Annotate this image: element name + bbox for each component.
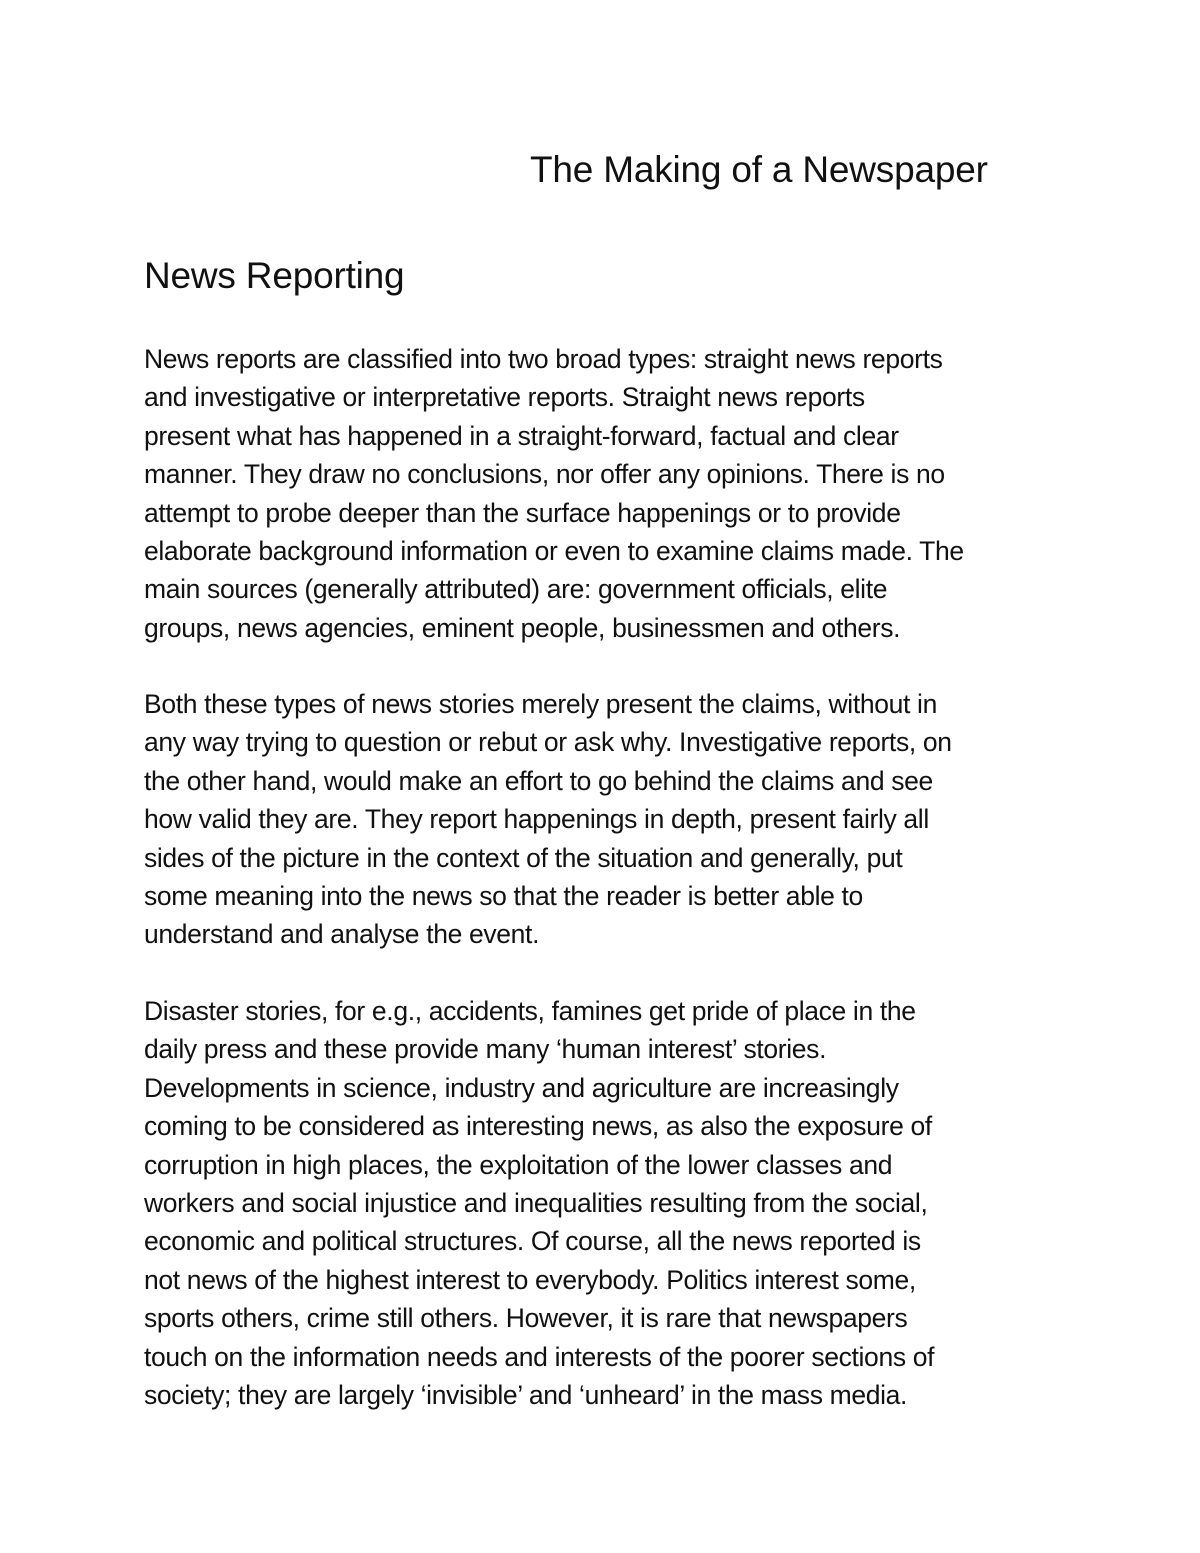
paragraph-line: daily press and these provide many ‘human interest’ stories.: [144, 1034, 827, 1065]
section-heading: News Reporting: [144, 255, 405, 296]
paragraph-1: [144, 340, 964, 647]
paragraph-line: manner. They draw no conclusions, nor offer any opinions. There is no: [144, 459, 945, 490]
paragraph-line: News reports are classified into two broad types: straight news reports: [144, 344, 943, 374]
paragraph-line: Both these types of news stories merely present the claims, without in: [144, 689, 937, 719]
paragraph-line: Developments in science, industry and agriculture are increasingly: [144, 1072, 899, 1103]
paragraph-line: main sources (generally attributed) are: government officials, elite: [144, 574, 888, 605]
paragraph-line: corruption in high places, the exploitation of the lower classes and: [144, 1149, 893, 1180]
paragraph-line: coming to be considered as interesting news, as also the exposure of: [144, 1111, 932, 1142]
paragraph-line: present what has happened in a straight-forward, factual and clear: [144, 420, 899, 451]
paragraph-line: how valid they are. They report happenings in depth, present fairly all: [144, 804, 929, 835]
paragraph-line: workers and social injustice and inequalities resulting from the social,: [144, 1188, 928, 1219]
paragraph-line: attempt to probe deeper than the surface happenings or to provide: [144, 497, 901, 528]
paragraph-line: the other hand, would make an effort to go behind the claims and see: [144, 765, 933, 796]
paragraph-line: sides of the picture in the context of the situation and generally, put: [144, 842, 903, 873]
paragraph-line: sports others, crime still others. However, it is rare that newspapers: [144, 1303, 908, 1334]
paragraph-3: [144, 992, 934, 1414]
paragraph-line: groups, news agencies, eminent people, businessmen and others.: [144, 612, 901, 643]
paragraph-line: any way trying to question or rebut or ask why. Investigative reports, on: [144, 727, 952, 758]
paragraph-line: not news of the highest interest to everybody. Politics interest some,: [144, 1264, 916, 1295]
paragraph-2: [144, 685, 952, 954]
paragraph-line: elaborate background information or even to examine claims made. The: [144, 536, 964, 567]
paragraph-line: economic and political structures. Of course, all the news reported is: [144, 1226, 921, 1257]
paragraph-line: society; they are largely ‘invisible’ and ‘unheard’ in the mass media.: [144, 1380, 908, 1411]
document-title: The Making of a Newspaper: [530, 149, 988, 190]
paragraph-line: some meaning into the news so that the reader is better able to: [144, 881, 863, 912]
paragraph-line: and investigative or interpretative reports. Straight news reports: [144, 382, 865, 413]
paragraph-line: Disaster stories, for e.g., accidents, famines get pride of place in the: [144, 996, 916, 1026]
paragraph-line: understand and analyse the event.: [144, 919, 540, 950]
paragraph-line: touch on the information needs and interests of the poorer sections of: [144, 1341, 935, 1372]
